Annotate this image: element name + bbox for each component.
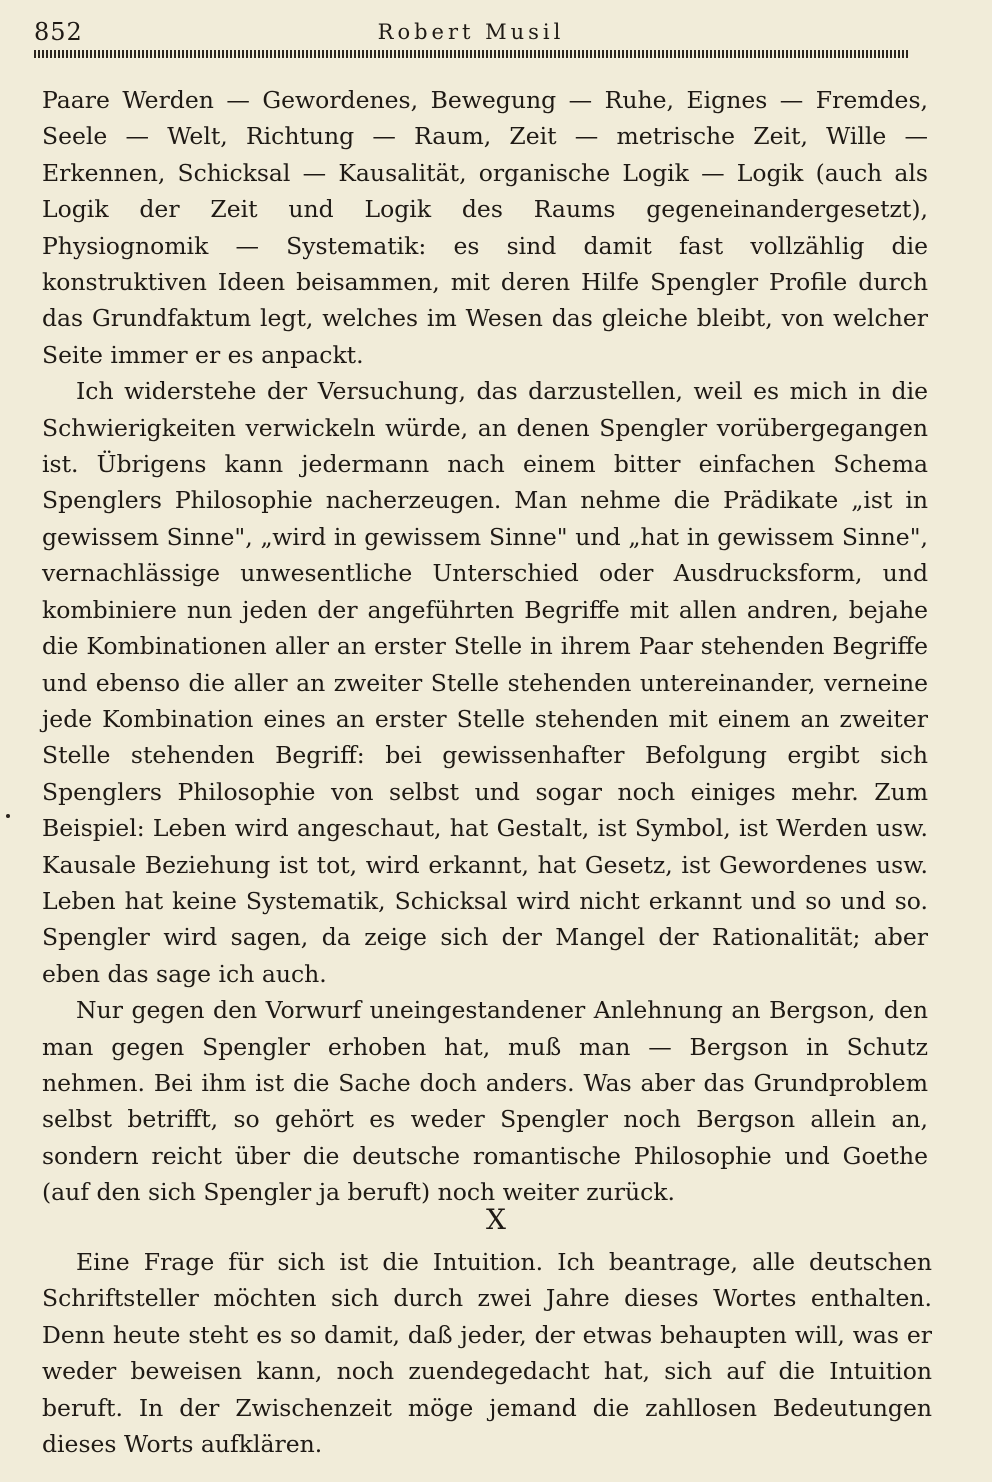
page-number: 852 (34, 18, 83, 46)
main-text (42, 82, 928, 1211)
section-heading: X (486, 1203, 506, 1236)
paragraph: Nur gegen den Vorwurf uneingestandener Anlehnung an Bergson, den man gegen Spengler erhoben hat, muß man — Bergson in Schutz nehmen. Bei ihm ist die Sache doch anders. Was aber das Grundproblem selbst betrifft, so gehört es weder Spengler noch Bergson allein an, sondern reicht über die deutsche romantische Philosophie und Goethe (auf den sich Spengler ja beruft) noch weiter zurück. (42, 996, 928, 1207)
margin-mark (6, 814, 10, 818)
paragraph: Eine Frage für sich ist die Intuition. Ich beantrage, alle deutschen Schriftsteller möchten sich durch zwei Jahre dieses Wortes enthalten. Denn heute steht es so damit, daß jeder, der etwas behaupten will, was er weder beweisen kann, noch zuendegedacht hat, sich auf die Intuition beruft. In der Zwischenzeit möge jemand die zahllosen Bedeutungen dieses Worts aufklären. (42, 1248, 932, 1459)
header-rule (34, 50, 908, 58)
section-text (42, 1244, 932, 1462)
page-header (34, 18, 908, 44)
paragraph-continued: Paare Werden — Gewordenes, Bewegung — Ruhe, Eignes — Fremdes, Seele — Welt, Richtung — Raum, Zeit — metrische Zeit, Wille — Erkennen, Schicksal — Kausalität, organische Logik — Logik (auch als Logik der Zeit und Logik des Raums gegeneinandergesetzt), Physiognomik — Systematik: es sind damit fast vollzählig die konstruktiven Ideen beisammen, mit deren Hilfe Spengler Profile durch das Grundfaktum legt, welches im Wesen das gleiche bleibt, von welcher Seite immer er es anpackt. (42, 86, 928, 369)
paragraph: Ich widerstehe der Versuchung, das darzustellen, weil es mich in die Schwierigkeiten verwickeln würde, an denen Spengler vorübergegangen ist. Übrigens kann jedermann nach einem bitter einfachen Schema Spenglers Philosophie nacherzeugen. Man nehme die Prädikate „ist in gewissem Sinne", „wird in gewissem Sinne" und „hat in gewissem Sinne", vernachlässige unwesentliche Unterschied oder Ausdrucksform, und kombiniere nun jeden der angeführten Begriffe mit allen andren, bejahe die Kombinationen aller an erster Stelle in ihrem Paar stehenden Begriffe und ebenso die aller an zweiter Stelle stehenden untereinander, verneine jede Kombination eines an erster Stelle stehenden mit einem an zweiter Stelle stehenden Begriff: bei gewissenhafter Befolgung ergibt sich Spenglers Philosophie von selbst und sogar noch einiges mehr. Zum Beispiel: Leben wird angeschaut, hat Gestalt, ist Symbol, ist Werden usw. Kausale Beziehung ist tot, wird erkannt, hat Gesetz, ist Gewordenes usw. Leben hat keine Systematik, Schicksal wird nicht erkannt und so und so. Spengler wird sagen, da zeige sich der Mangel der Rationalität; aber eben das sage ich auch. (42, 377, 928, 988)
running-head: Robert Musil (377, 20, 565, 44)
